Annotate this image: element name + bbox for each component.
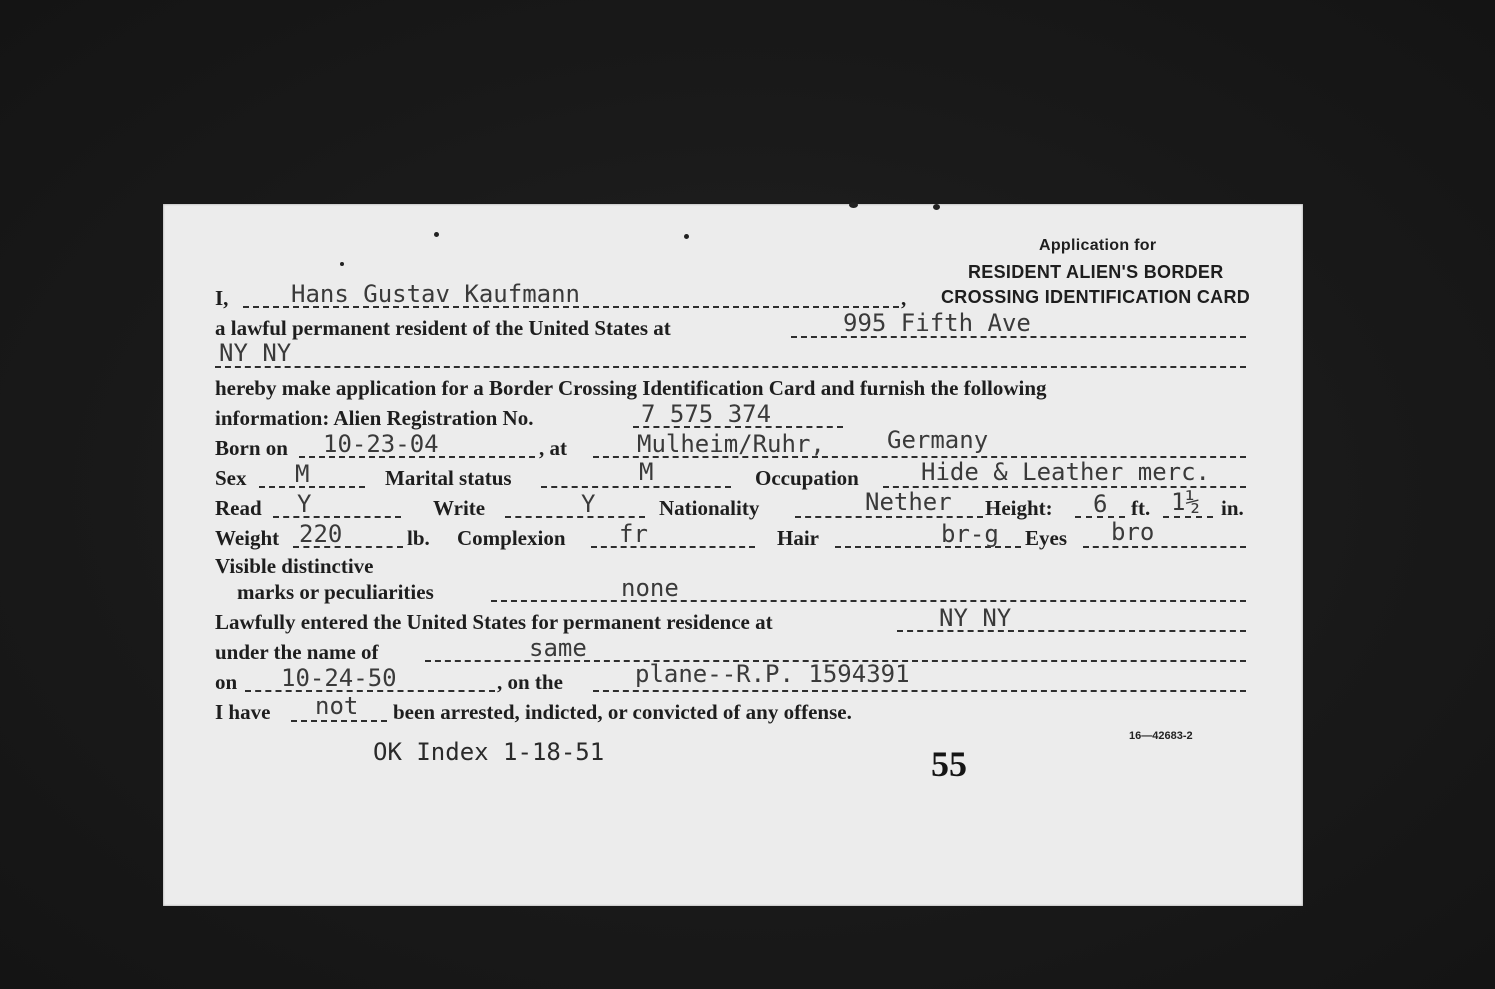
entered-at-value: NY NY — [939, 604, 1012, 632]
complexion-value: fr — [619, 520, 648, 548]
arrested-value: not — [315, 692, 359, 720]
label-write: Write — [433, 496, 486, 520]
address2-line — [215, 366, 1246, 368]
entry-date-value: 10-24-50 — [281, 664, 397, 692]
conveyance-value: plane--R.P. 1594391 — [635, 660, 910, 688]
label-comma: , — [901, 286, 907, 310]
arrested-line — [291, 720, 387, 722]
height-in-value: 1½ — [1171, 488, 1200, 516]
label-alien-reg: information: Alien Registration No. — [215, 406, 534, 430]
label-nationality: Nationality — [659, 496, 760, 520]
card-number: 55 — [931, 744, 967, 784]
label-arrested: been arrested, indicted, or convicted of any offense. — [393, 700, 852, 724]
label-occupation: Occupation — [755, 466, 859, 490]
marks-value: none — [621, 574, 679, 602]
marital-status-value: M — [639, 458, 654, 486]
marital-status-line — [541, 486, 731, 488]
label-visible-distinctive: Visible distinctive — [215, 554, 374, 578]
address-city: NY NY — [219, 339, 292, 367]
header-application-for: Application for — [1039, 237, 1157, 254]
label-marks: marks or peculiarities — [237, 580, 434, 604]
born-place: Mulheim/Ruhr, — [637, 430, 825, 458]
read-line — [273, 516, 401, 518]
applicant-name: Hans Gustav Kaufmann — [291, 280, 580, 308]
label-sex: Sex — [215, 466, 247, 490]
label-eyes: Eyes — [1025, 526, 1067, 550]
header-resident-aliens-border: RESIDENT ALIEN'S BORDER — [968, 262, 1224, 282]
write-line — [505, 516, 645, 518]
conveyance-line — [593, 690, 1246, 692]
label-read: Read — [215, 496, 262, 520]
under-name-value: same — [529, 634, 587, 662]
nationality-value: Nether — [865, 488, 952, 516]
label-at: , at — [539, 436, 567, 460]
label-born-on: Born on — [215, 436, 288, 460]
write-value: Y — [581, 490, 596, 518]
hair-value: br-g — [941, 520, 999, 548]
label-marital-status: Marital status — [385, 466, 512, 490]
dust-speck — [849, 202, 858, 208]
read-value: Y — [297, 490, 312, 518]
label-height: Height: — [985, 496, 1053, 520]
label-in: in. — [1221, 496, 1244, 520]
dust-speck — [684, 234, 689, 239]
dust-speck — [434, 232, 439, 237]
dust-speck — [933, 204, 940, 210]
label-i: I, — [215, 286, 229, 310]
label-on: on — [215, 670, 238, 694]
label-under-name: under the name of — [215, 640, 379, 664]
label-lawfully-entered: Lawfully entered the United States for permanent residence at — [215, 610, 773, 634]
label-i-have: I have — [215, 700, 271, 724]
label-lb: lb. — [407, 526, 430, 550]
ok-index-stamp: OK Index 1-18-51 — [373, 738, 605, 766]
eyes-line — [1083, 546, 1246, 548]
address-street: 995 Fifth Ave — [843, 309, 1031, 337]
born-date: 10-23-04 — [323, 430, 439, 458]
form-number: 16—42683-2 — [1129, 730, 1193, 742]
alien-reg-number: 7 575 374 — [641, 400, 772, 428]
complexion-line — [591, 546, 755, 548]
label-hair: Hair — [777, 526, 819, 550]
marks-line — [491, 600, 1246, 602]
application-card — [163, 204, 1303, 906]
label-lawful-resident: a lawful permanent resident of the United States at — [215, 316, 671, 340]
occupation-value: Hide & Leather merc. — [921, 458, 1210, 486]
height-ft-value: 6 — [1093, 490, 1108, 518]
sex-line — [259, 486, 365, 488]
label-weight: Weight — [215, 526, 280, 550]
sex-value: M — [295, 460, 310, 488]
height-in-line — [1163, 516, 1213, 518]
label-on-the: , on the — [497, 670, 563, 694]
label-complexion: Complexion — [457, 526, 566, 550]
weight-value: 220 — [299, 520, 343, 548]
label-ft: ft. — [1131, 496, 1151, 520]
eyes-value: bro — [1111, 518, 1155, 546]
label-hereby: hereby make application for a Border Crossing Identification Card and furnish the following — [215, 376, 1047, 400]
nationality-line — [795, 516, 983, 518]
header-crossing-id-card: CROSSING IDENTIFICATION CARD — [941, 287, 1251, 307]
dust-speck — [340, 262, 344, 266]
born-country: Germany — [887, 426, 989, 454]
